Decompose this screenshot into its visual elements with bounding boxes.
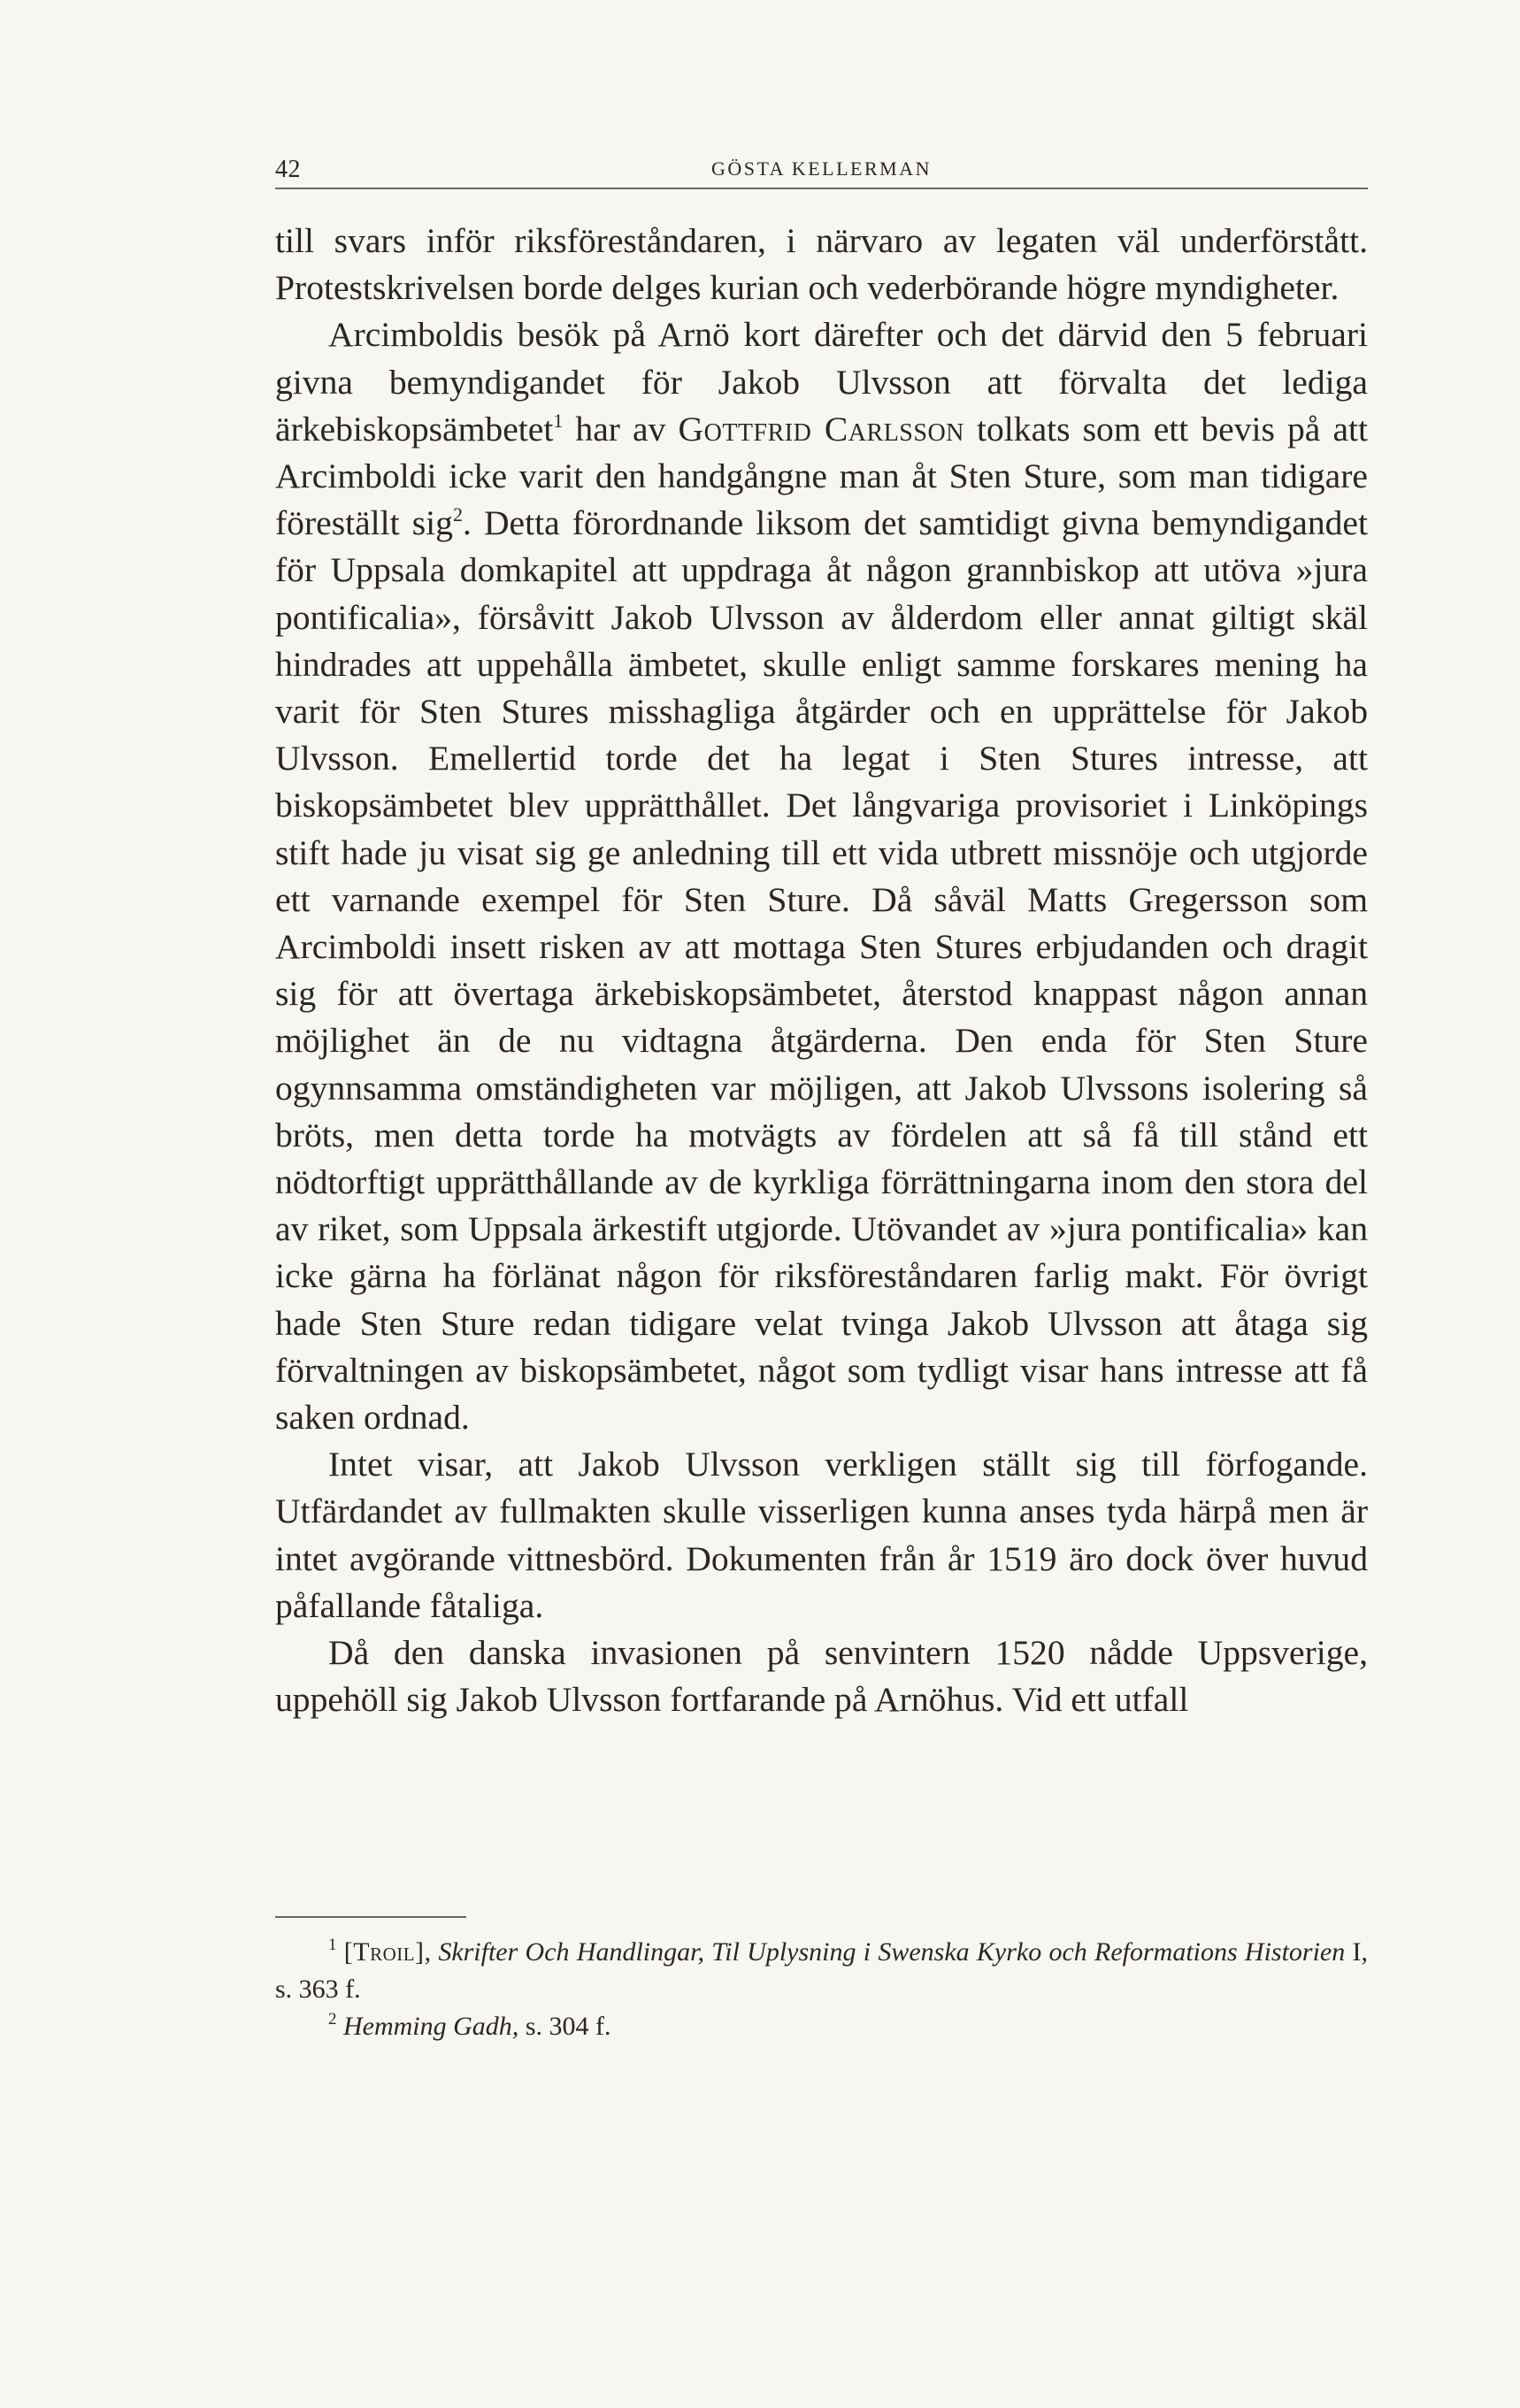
footnote-1-mark: 1 — [328, 1936, 337, 1954]
running-title: GÖSTA KELLERMAN — [710, 157, 932, 180]
paragraph-4: Då den danska invasionen på senvintern 1520 nådde Uppsverige, uppehöll sig Jakob Ulvsson fortfarande på Arnöhus. Vid ett utfall — [275, 1633, 1368, 1720]
footnote-ref-2[interactable]: 2 — [452, 503, 463, 526]
footnotes — [275, 1934, 1368, 2045]
footnote-ref-1[interactable]: 1 — [553, 409, 564, 432]
footnote-1-author: [Troil] — [343, 1937, 425, 1967]
running-head — [275, 149, 1368, 189]
page-number: 42 — [275, 156, 301, 183]
paragraph-1: till svars inför riksföreståndaren, i närvaro av legaten väl underförstått. Protestskrivelsen borde delges kurian och vederbörande högre myndigheter. — [275, 221, 1368, 308]
footnote-2-mark: 2 — [328, 2010, 337, 2028]
footnote-1-title: Skrifter Och Handlingar, Til Uplysning i Swenska Kyrko och Reformations Historien — [438, 1937, 1346, 1967]
paragraph-2-text-d: . Detta förordnande liksom det samtidigt givna bemyndigandet för Uppsala domkapitel att uppdraga åt någon grannbiskop att utöva »jura pontificalia», försåvitt Jakob Ulvsson av ålderdom eller annat giltigt skäl hindrades att uppehålla ämbetet, skulle enligt samme forskares mening ha varit för Sten Stures misshagliga åtgärder och en upprättelse för Jakob Ulvsson. Emellertid torde det ha legat i Sten Stures intresse, att biskopsämbetet blev upprätthållet. Det långvariga provisoriet i Linköpings stift hade ju visat sig ge anledning till ett vida utbrett missnöje och utgjorde ett varnande exempel för Sten Sture. Då såväl Matts Gregersson som Arcimboldi insett risken av att mottaga Sten Stures erbjudanden och dragit sig för att övertaga ärkebiskopsämbetet, återstod knappast någon annan möjlighet än de nu vidtagna åtgärderna. Den enda för Sten Sture ogynnsamma omständigheten var möjligen, att Jakob Ulvssons isolering så bröts, men detta torde ha motvägts av fördelen att så få till stånd ett nödtorftigt upprätthållande av de kyrkliga förrättningarna inom den stora del av riket, som Uppsala ärkestift utgjorde. Utövandet av »jura pontificalia» kan icke gärna ha förlänat någon för riksföreståndaren farlig makt. För övrigt hade Sten Sture redan tidigare velat tvinga Jakob Ulvsson att åtaga sig förvaltningen av biskopsämbetet, något som tydligt visar hans intresse att få saken ordnad. — [275, 503, 1368, 1438]
footnote-2 — [275, 2008, 1368, 2045]
cited-author: Gottfrid Carlsson — [678, 409, 964, 449]
footnote-divider — [275, 1916, 466, 1918]
paragraph-2 — [275, 311, 1368, 1441]
footnote-2-reference: s. 304 f. — [518, 2012, 611, 2041]
paragraph-2-text-a: Arcimboldis besök på Arnö kort därefter och det därvid den 5 februari givna bemyndigandet för Jakob Ulvsson att förvalta det lediga ärkebiskopsämbetet — [275, 315, 1368, 449]
paragraph-2-text-c: tolkats som ett bevis på att Arcimboldi icke varit den handgångne man åt Sten Sture, som man tidigare föreställt sig — [275, 409, 1369, 543]
body-text — [275, 218, 1368, 1724]
footnote-1 — [275, 1934, 1368, 2008]
footnote-1-separator: , — [424, 1937, 439, 1967]
footnote-2-title: Hemming Gadh, — [343, 2012, 519, 2041]
footnote-1-reference: I, s. 363 f. — [275, 1937, 1369, 2004]
paragraph-2-text-b: har av — [563, 409, 679, 449]
paragraph-3: Intet visar, att Jakob Ulvsson verkligen ställt sig till förfogande. Utfärdandet av fullmakten skulle visserligen kunna anses tyda härpå men är intet avgörande vittnesbörd. Dokumenten från år 1519 äro dock över huvud påfallande fåtaliga. — [275, 1445, 1368, 1625]
